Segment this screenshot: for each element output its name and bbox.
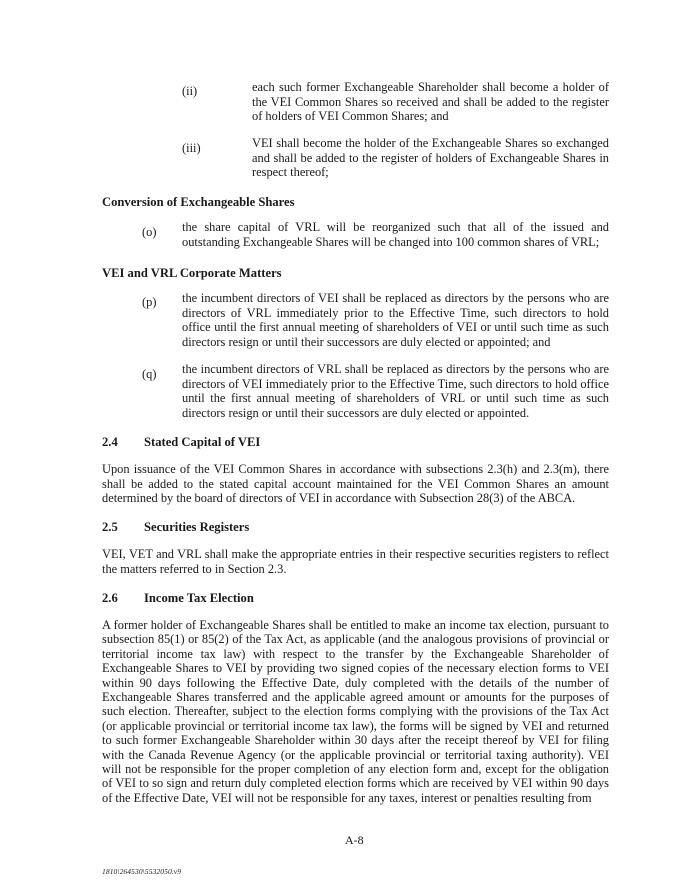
item-iii-label: (iii) [182, 141, 201, 155]
item-ii-text: each such former Exchangeable Shareholder shall become a holder of the VEI Common Shares so received and shall be added to the register of holders of VEI Common Shares; and [252, 80, 609, 124]
item-p-label: (p) [142, 295, 157, 309]
section-2-4-number: 2.4 [102, 435, 118, 449]
page-number: A-8 [345, 833, 364, 847]
item-q-label: (q) [142, 367, 157, 381]
section-2-5-number: 2.5 [102, 520, 118, 534]
item-iii-text: VEI shall become the holder of the Exchangeable Shares so exchanged and shall be added to the register of holders of Exchangeable Shares in respect thereof; [252, 136, 609, 180]
section-2-6-body: A former holder of Exchangeable Shares shall be entitled to make an income tax election, pursuant to subsection 85(1) or 85(2) of the Tax Act, as applicable (and the analogous provisions of provincial or territorial income tax law) with respect to the transfer by the Exchangeable Shareholder of Exchangeable Shares to VEI by providing two signed copies of the necessary election forms to VEI within 90 days following the Effective Date, duly completed with the details of the number of Exchangeable Shares transferred and the applicable agreed amount or amounts for the purposes of such election. Thereafter, subject to the election forms complying with the provisions of the Tax Act (or applicable provincial or territorial income tax law), the forms will be signed by VEI and returned to such former Exchangeable Shareholder within 30 days after the receipt thereof by VEI for filing with the Canada Revenue Agency (or the applicable provincial or territorial taxing authority). VEI will not be responsible for the proper completion of any election form and, except for the obligation of VEI to so sign and return duly completed election forms which are received by VEI within 90 days of the Effective Date, VEI will not be responsible for any taxes, interest or penalties resulting from [102, 618, 609, 805]
section-2-4-title: Stated Capital of VEI [144, 435, 261, 449]
item-p-text: the incumbent directors of VEI shall be replaced as directors by the persons who are directors of VRL immediately prior to the Effective Time, such directors to hold office until the first annual meeting of shareholders of VEI or until such time as such directors resign or until their successors are duly elected or appointed; and [182, 291, 609, 349]
section-2-6-number: 2.6 [102, 591, 118, 605]
section-2-6-title: Income Tax Election [144, 591, 254, 605]
item-o-text: the share capital of VRL will be reorganized such that all of the issued and outstanding Exchangeable Shares will be changed into 100 common shares of VRL; [182, 220, 609, 249]
heading-conversion: Conversion of Exchangeable Shares [102, 195, 295, 209]
item-o-label: (o) [142, 225, 157, 239]
section-2-5-title: Securities Registers [144, 520, 250, 534]
section-2-5-body: VEI, VET and VRL shall make the appropriate entries in their respective securities registers to reflect the matters referred to in Section 2.3. [102, 547, 609, 576]
item-ii-label: (ii) [182, 84, 198, 98]
section-2-4-body: Upon issuance of the VEI Common Shares in accordance with subsections 2.3(h) and 2.3(m), there shall be added to the stated capital account maintained for the VEI Common Shares an amount determined by the board of directors of VEI in accordance with Subsection 28(3) of the ABCA. [102, 462, 609, 506]
item-q-text: the incumbent directors of VRL shall be replaced as directors by the persons who are directors of VEI immediately prior to the Effective Time, such directors to hold office until the first annual meeting of shareholders of VRL or until such time as such directors resign or until their successors are duly elected or appointed. [182, 362, 609, 420]
document-footer-code: 1810\264530\5532050.v9 [102, 867, 182, 876]
heading-corporate-matters: VEI and VRL Corporate Matters [102, 266, 282, 280]
